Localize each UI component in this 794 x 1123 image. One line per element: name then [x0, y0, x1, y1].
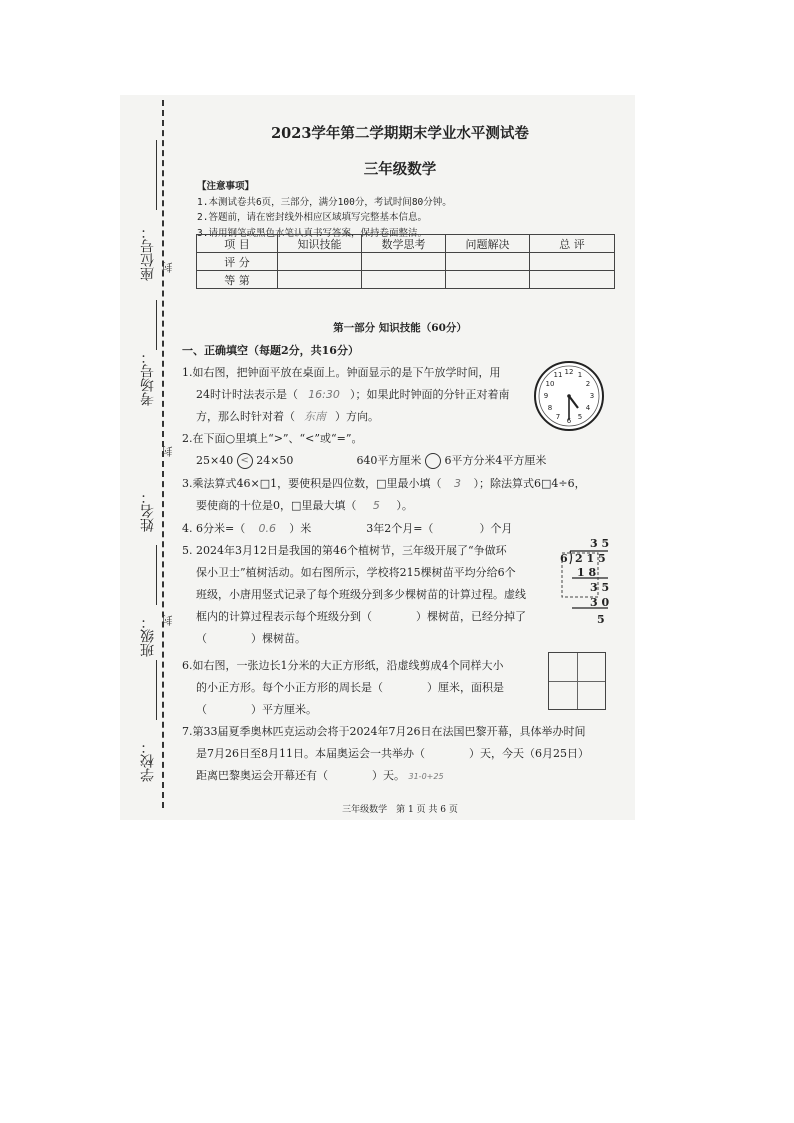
name-rule	[156, 545, 157, 605]
q4-text: ）个月	[479, 522, 513, 535]
school-label: 学校：	[140, 740, 156, 782]
q7-line-3	[182, 765, 589, 788]
exam-title: 2023学年第二学期期末学业水平测试卷	[271, 125, 529, 142]
q1-line-3	[182, 406, 510, 428]
q2-compare-circle-a[interactable]: <	[237, 453, 253, 469]
table-cell[interactable]	[362, 253, 446, 271]
seal-char: 封	[161, 262, 174, 273]
q5-line-1: 5. 2024年3月12日是我国的第46个植树节，三年级开展了“争做环	[182, 544, 507, 557]
q3-text: ）。	[396, 499, 413, 512]
question-2	[182, 428, 546, 472]
q1-answer-time[interactable]: 16:30	[308, 388, 340, 401]
table-row	[197, 235, 615, 253]
table-cell[interactable]	[362, 271, 446, 289]
q3-answer-1[interactable]: 3	[454, 477, 461, 490]
q1-text: 24时计时法表示是（	[196, 388, 298, 401]
table-cell: 总 评	[530, 235, 615, 253]
clock-face-icon	[533, 360, 605, 432]
class-label: 班级：	[140, 615, 156, 657]
q2-expr: 25×40	[196, 454, 234, 467]
notice-heading: 【注意事项】	[197, 181, 255, 192]
table-cell: 评 分	[197, 253, 278, 271]
page-footer: 三年级数学 第 1 页 共 6 页	[342, 805, 458, 815]
division-divisor: 6	[560, 552, 568, 565]
table-cell: 知识技能	[278, 235, 362, 253]
long-division	[560, 537, 620, 637]
table-cell: 数学思考	[362, 235, 446, 253]
notice-section	[197, 179, 452, 241]
q7-line-2: 是7月26日至8月11日。本届奥运会一共举办（ ）天，今天（6月25日）	[196, 747, 589, 760]
q2-line-2	[182, 450, 546, 472]
seal-char: 封	[161, 615, 174, 626]
division-step: 3 5	[590, 581, 610, 594]
svg-text:3: 3	[589, 392, 595, 400]
svg-text:4: 4	[585, 404, 591, 412]
q3-text: 要使商的十位是0，□里最大填（	[196, 499, 357, 512]
svg-text:7: 7	[555, 413, 561, 421]
q1-answer-direction[interactable]: 东南	[304, 410, 326, 423]
q5-line-2: 保小卫士”植树活动。如右图所示，学校将215棵树苗平均分给6个	[196, 566, 516, 579]
svg-text:5: 5	[577, 413, 583, 421]
q5-line-4: 框内的计算过程表示每个班级分到（ ）棵树苗，已经分掉了	[196, 610, 526, 623]
q4-text: ）米	[289, 522, 312, 535]
exam-room-label: 考场号：	[140, 350, 156, 406]
seal-char: 封	[161, 446, 174, 457]
q5-line-3: 班级，小唐用竖式记录了每个班级分到多少棵树苗的计算过程。虚线	[196, 588, 526, 601]
table-row	[197, 271, 615, 289]
table-cell: 问题解决	[446, 235, 530, 253]
section-title: 一、正确填空（每题2分，共16分）	[182, 344, 359, 357]
question-7	[182, 721, 589, 788]
q1-text: ）；如果此时钟面的分针正对着南	[350, 388, 510, 401]
q4-text: 4. 6分米=（	[182, 522, 246, 535]
q4-answer-1[interactable]: 0.6	[258, 522, 276, 535]
q2-expr: 6平方分米4平方厘米	[444, 454, 547, 467]
subject-title: 三年级数学	[363, 161, 437, 178]
table-row	[197, 253, 615, 271]
table-cell[interactable]	[530, 253, 615, 271]
svg-text:1: 1	[577, 371, 583, 379]
exam-room-rule	[156, 300, 157, 350]
q5-line-5: （ ）棵树苗。	[196, 632, 306, 645]
notice-item: 3.请用钢笔或黑色水笔认真书写答案，保持卷面整洁。	[197, 227, 427, 239]
q1-text: ）方向。	[335, 410, 379, 423]
notice-item: 2.答题前，请在密封线外相应区域填写完整基本信息。	[197, 212, 427, 223]
division-quotient: 3 5	[590, 537, 610, 550]
svg-text:8: 8	[547, 404, 553, 412]
q1-line-1: 1.如右图，把钟面平放在桌面上。钟面显示的是下午放学时间，用	[182, 366, 501, 379]
q3-line-2	[182, 495, 586, 517]
svg-text:10: 10	[545, 380, 555, 388]
svg-text:11: 11	[553, 371, 563, 379]
seat-label: 座位号：	[140, 225, 156, 281]
q3-line-1	[182, 473, 586, 495]
division-step: 3 0	[590, 596, 610, 609]
q3-text: ）；除法算式6□4÷6，	[473, 477, 586, 490]
division-step: 5	[597, 613, 605, 626]
q7-line-1: 7.第33届夏季奥林匹克运动会将于2024年7月26日在法国巴黎开幕，具体举办时间	[182, 725, 586, 738]
q6-line-3: （ ）平方厘米。	[196, 703, 317, 716]
q7-text: 距离巴黎奥运会开幕还有（ ）天。	[196, 769, 405, 782]
q6-line-1: 6.如右图，一张边长1分米的大正方形纸，沿虚线剪成4个同样大小	[182, 659, 504, 672]
name-label: 姓名：	[140, 490, 156, 532]
q4-text: 3年2个月=（	[366, 522, 434, 535]
svg-text:2: 2	[585, 380, 591, 388]
question-1	[182, 362, 510, 428]
part-title: 第一部分 知识技能（60分）	[333, 322, 467, 334]
q7-scribble: 31-0+25	[408, 772, 444, 781]
seat-rule	[156, 140, 157, 210]
square-grid-figure	[548, 652, 606, 710]
table-cell: 等 第	[197, 271, 278, 289]
division-dividend: 2 1 5	[575, 552, 606, 565]
table-cell[interactable]	[278, 271, 362, 289]
notice-item: 1.本测试卷共6页，三部分，满分100分，考试时间80分钟。	[197, 196, 452, 208]
q3-answer-2[interactable]: 5	[372, 499, 380, 512]
table-cell[interactable]	[446, 253, 530, 271]
class-rule	[156, 660, 157, 720]
q2-expr: 24×50	[256, 454, 294, 467]
table-cell[interactable]	[278, 253, 362, 271]
question-4	[182, 518, 512, 540]
q2-expr: 640平方厘米	[356, 454, 422, 467]
svg-text:9: 9	[543, 392, 549, 400]
score-table	[196, 234, 615, 289]
q6-line-2: 的小正方形。每个小正方形的周长是（ ）厘米，面积是	[196, 681, 504, 694]
question-3	[182, 473, 586, 517]
grid-vertical-line	[577, 653, 578, 709]
q3-text: 3.乘法算式46×□1，要使积是四位数，□里最小填（	[182, 477, 442, 490]
table-cell[interactable]	[446, 271, 530, 289]
division-step: 1 8	[577, 566, 597, 579]
q1-text: 方，那么时针对着（	[196, 410, 295, 423]
question-6	[182, 655, 504, 721]
q1-line-2	[182, 384, 510, 406]
svg-text:6: 6	[566, 417, 572, 425]
q2-compare-circle-b[interactable]	[425, 453, 441, 469]
q2-line-1: 2.在下面○里填上“>”、“<”或“=”。	[182, 432, 363, 445]
table-cell[interactable]	[530, 271, 615, 289]
svg-text:12: 12	[564, 368, 574, 376]
table-cell: 项 目	[197, 235, 278, 253]
question-5	[182, 540, 526, 650]
